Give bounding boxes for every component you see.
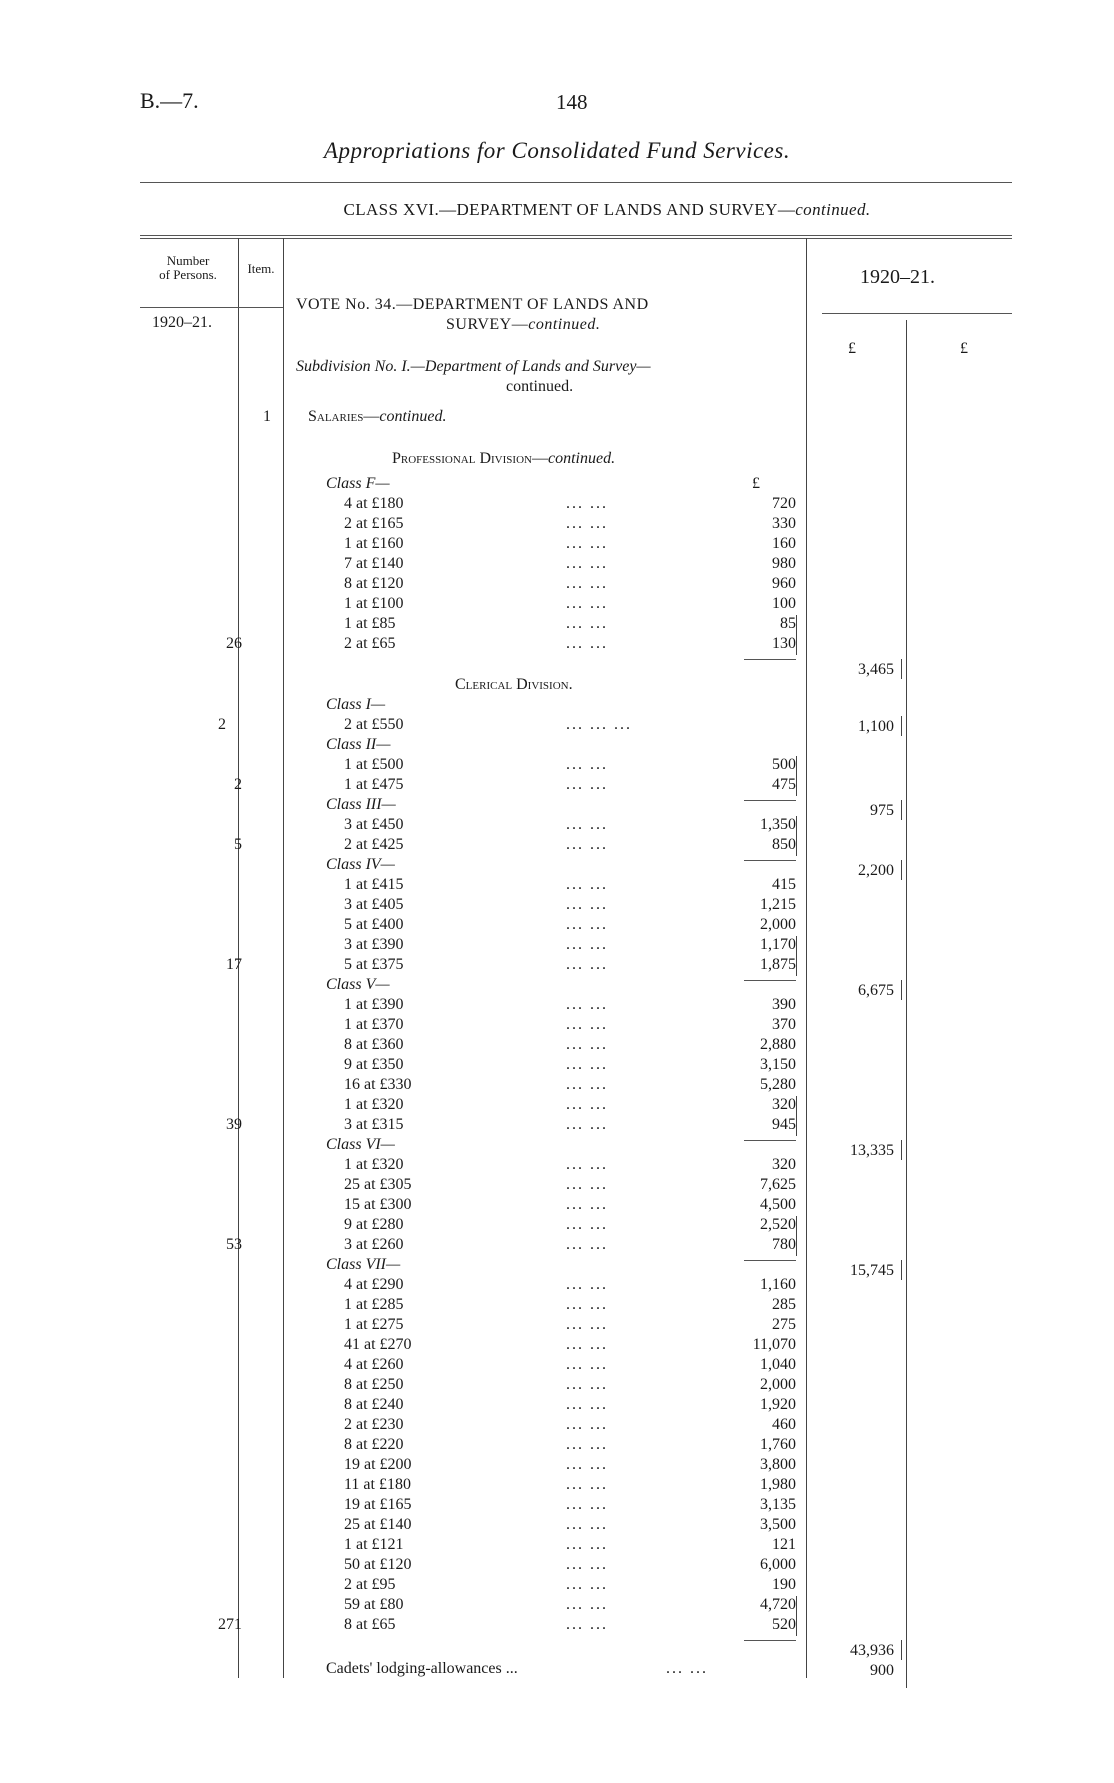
class-ii-row-desc: 1 at £500 (344, 756, 404, 773)
class-vii-row-desc: 25 at £140 (344, 1516, 412, 1533)
column-divider-totals (906, 320, 907, 1688)
class-v-row-leaders: ... ... (566, 996, 608, 1013)
class-vii-row-desc: 41 at £270 (344, 1336, 412, 1353)
class-vii-row-amount: 121 (772, 1536, 796, 1553)
class-vii-row-desc: 50 at £120 (344, 1556, 412, 1573)
class-vii-bracket (796, 1596, 797, 1636)
class-ii-subtotal-bracket (901, 800, 902, 820)
class-f-row-amount: 85 (780, 615, 796, 632)
class-i-persons: 2 (218, 716, 226, 733)
class-vi-row-desc: 3 at £260 (344, 1236, 404, 1253)
class-f-row-leaders: ... ... (566, 615, 608, 632)
class-f-row-desc: 1 at £100 (344, 595, 404, 612)
class-iii-row-desc: 3 at £450 (344, 816, 404, 833)
class-iii-row-amount: 850 (772, 836, 796, 853)
class-vii-sum-rule (744, 1640, 796, 1641)
class-v-persons: 39 (226, 1116, 242, 1133)
class-v-row-leaders: ... ... (566, 1036, 608, 1053)
class-iii-persons: 5 (234, 836, 242, 853)
class-iii-bracket (796, 816, 797, 856)
year-rule (822, 313, 1012, 314)
class-v-row-desc: 9 at £350 (344, 1056, 404, 1073)
class-v-row-amount: 320 (772, 1096, 796, 1113)
class-vi-row-leaders: ... ... (566, 1236, 608, 1253)
class-f-row-leaders: ... ... (566, 595, 608, 612)
totals-year-label: 1920–21. (860, 266, 935, 288)
class-iv-row-amount: 1,170 (760, 936, 796, 953)
class-vi-row-leaders: ... ... (566, 1196, 608, 1213)
class-ii-row-amount: 500 (772, 756, 796, 773)
table-top-rule (140, 235, 1012, 236)
class-f-row-desc: 1 at £85 (344, 615, 396, 632)
class-vii-persons: 271 (218, 1616, 242, 1633)
class-v-row-amount: 5,280 (760, 1076, 796, 1093)
class-vii-row-amount: 1,040 (760, 1356, 796, 1373)
class-vii-row-leaders: ... ... (566, 1476, 608, 1493)
pound-sign-right: £ (960, 340, 968, 357)
class-f-row-amount: 720 (772, 495, 796, 512)
class-v-row-desc: 1 at £370 (344, 1016, 404, 1033)
class-iii-row-leaders: ... ... (566, 816, 608, 833)
class-v-row-amount: 3,150 (760, 1056, 796, 1073)
class-vii-row-desc: 8 at £250 (344, 1376, 404, 1393)
class-iii-subtotal: 2,200 (858, 862, 894, 879)
class-vii-row-amount: 275 (772, 1316, 796, 1333)
class-iv-subtotal: 6,675 (858, 982, 894, 999)
class-v-row-amount: 2,880 (760, 1036, 796, 1053)
class-iv-label: Class IV— (326, 856, 395, 873)
class-vii-row-desc: 2 at £230 (344, 1416, 404, 1433)
class-ii-row-leaders: ... ... (566, 776, 608, 793)
class-iv-subtotal-bracket (901, 980, 902, 1000)
class-vii-row-leaders: ... ... (566, 1356, 608, 1373)
subdivision-continued: continued. (506, 378, 574, 395)
class-f-row-amount: 980 (772, 555, 796, 572)
vote-heading: VOTE No. 34.—DEPARTMENT OF LANDS AND (296, 296, 649, 313)
class-f-persons: 26 (226, 635, 242, 652)
persons-heading-rule (140, 307, 283, 308)
class-ii-row-desc: 1 at £475 (344, 776, 404, 793)
class-i-bracket (901, 716, 902, 736)
class-f-row-leaders: ... ... (566, 635, 608, 652)
class-f-row-leaders: ... ... (566, 575, 608, 592)
class-vii-row-desc: 4 at £290 (344, 1276, 404, 1293)
class-v-row-desc: 1 at £320 (344, 1096, 404, 1113)
class-f-row-desc: 7 at £140 (344, 555, 404, 572)
class-title: CLASS XVI.—DEPARTMENT OF LANDS AND SURVEY—continued. (343, 200, 871, 219)
class-vi-row-amount: 4,500 (760, 1196, 796, 1213)
cadets-allowance-label: Cadets' lodging-allowances ... (326, 1660, 518, 1677)
class-vi-row-amount: 320 (772, 1156, 796, 1173)
class-i-label: Class I— (326, 696, 386, 713)
class-iv-row-leaders: ... ... (566, 936, 608, 953)
clerical-division-heading: Clerical Division. (455, 676, 573, 693)
class-vii-row-leaders: ... ... (566, 1276, 608, 1293)
class-v-row-desc: 1 at £390 (344, 996, 404, 1013)
class-vi-sum-rule (744, 1260, 796, 1261)
class-f-row-desc: 1 at £160 (344, 535, 404, 552)
class-vii-row-amount: 1,980 (760, 1476, 796, 1493)
class-iii-row-leaders: ... ... (566, 836, 608, 853)
class-vi-persons: 53 (226, 1236, 242, 1253)
class-vi-row-desc: 25 at £305 (344, 1176, 412, 1193)
class-v-row-amount: 370 (772, 1016, 796, 1033)
class-ii-subtotal: 975 (870, 802, 894, 819)
class-vi-row-amount: 7,625 (760, 1176, 796, 1193)
cadets-allowance-total: 900 (870, 1662, 894, 1679)
class-vii-row-leaders: ... ... (566, 1496, 608, 1513)
class-iv-row-desc: 3 at £390 (344, 936, 404, 953)
class-ii-persons: 2 (234, 776, 242, 793)
class-v-row-leaders: ... ... (566, 1076, 608, 1093)
class-vii-row-desc: 1 at £121 (344, 1536, 404, 1553)
class-vii-row-leaders: ... ... (566, 1396, 608, 1413)
class-f-sum-rule (744, 659, 796, 660)
class-vii-row-amount: 190 (772, 1576, 796, 1593)
page-title: Appropriations for Consolidated Fund Services. (323, 138, 791, 163)
subdivision-heading: Subdivision No. I.—Department of Lands and Survey— (296, 358, 651, 375)
class-vii-row-leaders: ... ... (566, 1416, 608, 1433)
class-f-row-amount: 130 (772, 635, 796, 652)
class-f-row-desc: 8 at £120 (344, 575, 404, 592)
class-ii-row-amount: 475 (772, 776, 796, 793)
class-vii-row-amount: 460 (772, 1416, 796, 1433)
class-iv-row-leaders: ... ... (566, 896, 608, 913)
class-vii-row-leaders: ... ... (566, 1596, 608, 1613)
class-vii-row-amount: 4,720 (760, 1596, 796, 1613)
class-f-label: Class F— (326, 475, 390, 492)
class-vii-row-amount: 2,000 (760, 1376, 796, 1393)
class-f-subtotal: 3,465 (858, 661, 894, 678)
class-vii-subtotal-bracket (901, 1640, 902, 1660)
professional-division-heading: Professional Division—continued. (392, 450, 616, 467)
persons-year-label: 1920–21. (152, 314, 212, 331)
class-f-row-amount: 100 (772, 595, 796, 612)
class-v-sum-rule (744, 1140, 796, 1141)
class-f-row-leaders: ... ... (566, 535, 608, 552)
class-vi-subtotal: 15,745 (850, 1262, 894, 1279)
class-vii-row-desc: 8 at £240 (344, 1396, 404, 1413)
vote-heading-continued: SURVEY—continued. (446, 316, 601, 333)
document-reference: B.—7. (140, 88, 199, 113)
class-iii-sum-rule (744, 860, 796, 861)
class-vii-row-desc: 4 at £260 (344, 1356, 404, 1373)
class-v-row-leaders: ... ... (566, 1056, 608, 1073)
class-vii-row-desc: 19 at £200 (344, 1456, 412, 1473)
class-vii-row-amount: 3,500 (760, 1516, 796, 1533)
class-vii-row-desc: 11 at £180 (344, 1476, 411, 1493)
class-v-row-desc: 8 at £360 (344, 1036, 404, 1053)
column-divider-item (283, 238, 284, 1678)
class-ii-row-leaders: ... ... (566, 756, 608, 773)
class-vii-label: Class VII— (326, 1256, 401, 1273)
class-iii-subtotal-bracket (901, 860, 902, 880)
class-v-subtotal: 13,335 (850, 1142, 894, 1159)
class-iii-row-amount: 1,350 (760, 816, 796, 833)
class-vi-row-amount: 2,520 (760, 1216, 796, 1233)
class-iii-label: Class III— (326, 796, 396, 813)
class-vii-row-amount: 11,070 (752, 1336, 796, 1353)
class-iv-row-amount: 1,875 (760, 956, 796, 973)
class-vii-row-desc: 2 at £95 (344, 1576, 396, 1593)
class-f-bracket (796, 615, 797, 655)
class-iv-row-amount: 1,215 (760, 896, 796, 913)
class-v-row-leaders: ... ... (566, 1116, 608, 1133)
class-ii-sum-rule (744, 800, 796, 801)
class-v-row-amount: 390 (772, 996, 796, 1013)
column-divider-description (806, 238, 807, 1678)
class-ii-bracket (796, 756, 797, 796)
class-vii-row-leaders: ... ... (566, 1536, 608, 1553)
title-rule (140, 182, 1012, 183)
class-vii-row-leaders: ... ... (566, 1616, 608, 1633)
class-vii-row-desc: 19 at £165 (344, 1496, 412, 1513)
class-vi-row-leaders: ... ... (566, 1156, 608, 1173)
class-iv-row-amount: 2,000 (760, 916, 796, 933)
persons-column-heading: Number of Persons. (159, 253, 217, 282)
class-iv-persons: 17 (226, 956, 242, 973)
class-vi-row-amount: 780 (772, 1236, 796, 1253)
class-iv-row-leaders: ... ... (566, 916, 608, 933)
class-vii-row-desc: 59 at £80 (344, 1596, 404, 1613)
class-vii-row-desc: 8 at £220 (344, 1436, 404, 1453)
page-number: 148 (556, 90, 588, 114)
class-f-row-leaders: ... ... (566, 555, 608, 572)
class-v-row-amount: 945 (772, 1116, 796, 1133)
class-v-bracket (796, 1096, 797, 1136)
class-vii-row-desc: 8 at £65 (344, 1616, 396, 1633)
class-f-row-leaders: ... ... (566, 515, 608, 532)
class-iv-row-desc: 3 at £405 (344, 896, 404, 913)
item-column-heading: Item. (247, 261, 275, 276)
class-vii-row-leaders: ... ... (566, 1336, 608, 1353)
class-vii-row-amount: 285 (772, 1296, 796, 1313)
class-f-row-amount: 160 (772, 535, 796, 552)
pound-sign-left: £ (848, 340, 856, 357)
amount-pound-sign: £ (752, 475, 760, 492)
class-vii-row-leaders: ... ... (566, 1296, 608, 1313)
class-f-subtotal-bracket (901, 659, 902, 679)
class-f-row-desc: 2 at £65 (344, 635, 396, 652)
class-vii-subtotal: 43,936 (850, 1642, 894, 1659)
cadets-leaders: ... ... (666, 1660, 708, 1677)
class-v-row-desc: 3 at £315 (344, 1116, 404, 1133)
class-v-label: Class V— (326, 976, 390, 993)
class-vii-row-amount: 3,135 (760, 1496, 796, 1513)
class-i-leaders: ... ... ... (566, 716, 632, 733)
class-vii-row-amount: 520 (772, 1616, 796, 1633)
class-vii-row-leaders: ... ... (566, 1516, 608, 1533)
class-vi-row-desc: 9 at £280 (344, 1216, 404, 1233)
class-vii-row-amount: 1,920 (760, 1396, 796, 1413)
class-i-row: 2 at £550 (344, 716, 404, 733)
class-v-row-leaders: ... ... (566, 1016, 608, 1033)
class-vi-row-leaders: ... ... (566, 1216, 608, 1233)
salaries-heading: Salaries—continued. (308, 408, 447, 425)
class-iv-row-leaders: ... ... (566, 876, 608, 893)
class-iv-sum-rule (744, 980, 796, 981)
class-vii-row-leaders: ... ... (566, 1456, 608, 1473)
class-i-total: 1,100 (858, 718, 894, 735)
class-vi-row-desc: 1 at £320 (344, 1156, 404, 1173)
class-f-row-amount: 330 (772, 515, 796, 532)
class-vi-label: Class VI— (326, 1136, 395, 1153)
table-top-rule-2 (140, 238, 1012, 239)
class-iv-bracket (796, 936, 797, 976)
class-vi-row-leaders: ... ... (566, 1176, 608, 1193)
class-ii-label: Class II— (326, 736, 391, 753)
class-f-row-leaders: ... ... (566, 495, 608, 512)
class-vii-row-leaders: ... ... (566, 1376, 608, 1393)
class-iii-row-desc: 2 at £425 (344, 836, 404, 853)
class-vii-row-amount: 1,760 (760, 1436, 796, 1453)
class-iv-row-desc: 5 at £400 (344, 916, 404, 933)
class-f-row-desc: 4 at £180 (344, 495, 404, 512)
class-f-row-amount: 960 (772, 575, 796, 592)
item-number: 1 (263, 408, 271, 425)
class-iv-row-desc: 1 at £415 (344, 876, 404, 893)
class-vii-row-leaders: ... ... (566, 1316, 608, 1333)
class-vii-row-amount: 6,000 (760, 1556, 796, 1573)
class-vi-subtotal-bracket (901, 1260, 902, 1280)
class-vi-bracket (796, 1216, 797, 1256)
class-vii-row-desc: 1 at £275 (344, 1316, 404, 1333)
class-vii-row-leaders: ... ... (566, 1436, 608, 1453)
class-v-row-leaders: ... ... (566, 1096, 608, 1113)
class-vii-row-leaders: ... ... (566, 1576, 608, 1593)
class-vii-row-amount: 1,160 (760, 1276, 796, 1293)
class-v-subtotal-bracket (901, 1140, 902, 1160)
class-vii-row-amount: 3,800 (760, 1456, 796, 1473)
class-vii-row-desc: 1 at £285 (344, 1296, 404, 1313)
class-f-row-desc: 2 at £165 (344, 515, 404, 532)
class-iv-row-desc: 5 at £375 (344, 956, 404, 973)
class-vi-row-desc: 15 at £300 (344, 1196, 412, 1213)
class-vii-row-leaders: ... ... (566, 1556, 608, 1573)
class-v-row-desc: 16 at £330 (344, 1076, 412, 1093)
class-iv-row-leaders: ... ... (566, 956, 608, 973)
class-iv-row-amount: 415 (772, 876, 796, 893)
